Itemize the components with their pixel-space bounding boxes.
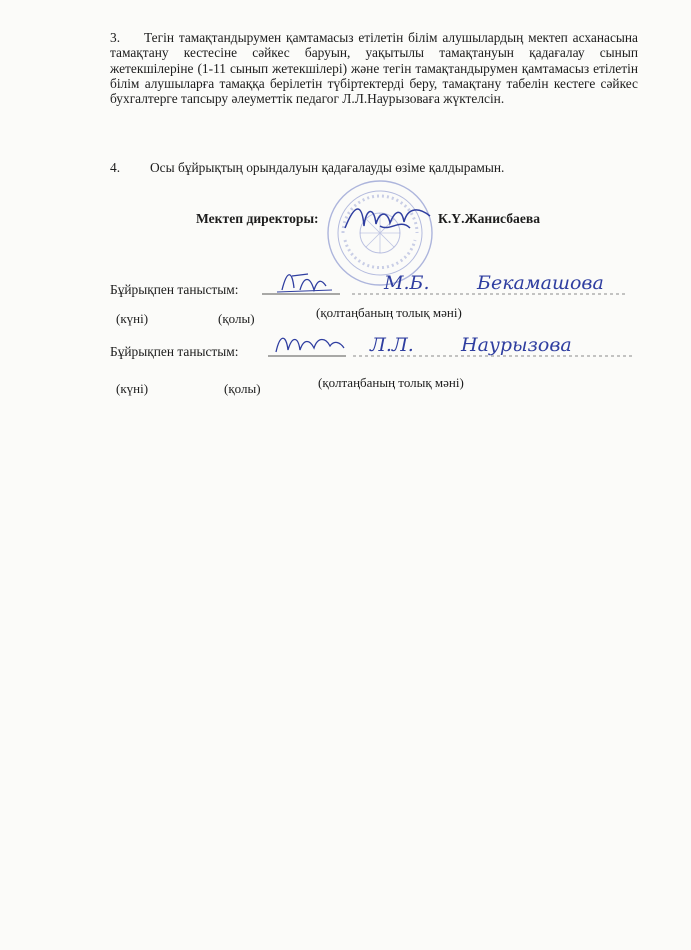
acknowledgement-2-handwriting [268, 326, 638, 366]
item-number: 4. [110, 160, 121, 175]
director-title: Мектеп директоры: [196, 211, 319, 226]
caption-full-name: (қолтаңбаның толық мәні) [316, 305, 462, 320]
director-name: К.Ү.Жанисбаева [438, 211, 540, 226]
director-signature [340, 198, 435, 238]
item-text: Осы бұйрықтың орындалуын қадағалауды өзіме қалдырамын. [150, 160, 505, 175]
caption-signature: (қолы) [218, 311, 255, 326]
handwritten-initials: М.Б. [384, 272, 430, 294]
order-item-4 [110, 160, 504, 176]
caption-signature: (қолы) [224, 381, 261, 396]
handwritten-surname: Наурызова [461, 334, 572, 356]
acknowledgement-label: Бұйрықпен таныстым: [110, 282, 239, 297]
handwritten-surname: Бекамашова [477, 272, 604, 294]
caption-date: (күні) [116, 381, 149, 396]
caption-date: (күні) [116, 311, 149, 326]
acknowledgement-1-handwriting [262, 262, 632, 302]
acknowledgement-label: Бұйрықпен таныстым: [110, 344, 239, 359]
handwritten-initials: Л.Л. [370, 334, 414, 356]
caption-full-name: (қолтаңбаның толық мәні) [318, 375, 464, 390]
item-number: 3. [110, 30, 121, 45]
order-item-3 [110, 30, 638, 106]
item-text: Тегін тамақтандырумен қамтамасыз етілетін білім алушылардың мектеп асханасына тамақтану кестесіне сәйкес баруын, уақытылы тамақтануын қадағалау сынып жетекшілеріне (1-11 сынып жетекшілері) және тегін тамақтандырумен қамтамасыз етілетін білім алушыларға тамаққа берілетін түбіртектерді беру, тамақтану табелін кестеге сәйкес бухгалтерге тапсыру әлеуметтік педагог Л.Л.Наурызоваға жүктелсін. [110, 30, 638, 107]
acknowledgement-line-1 [110, 282, 238, 298]
acknowledgement-line-2 [110, 344, 238, 360]
